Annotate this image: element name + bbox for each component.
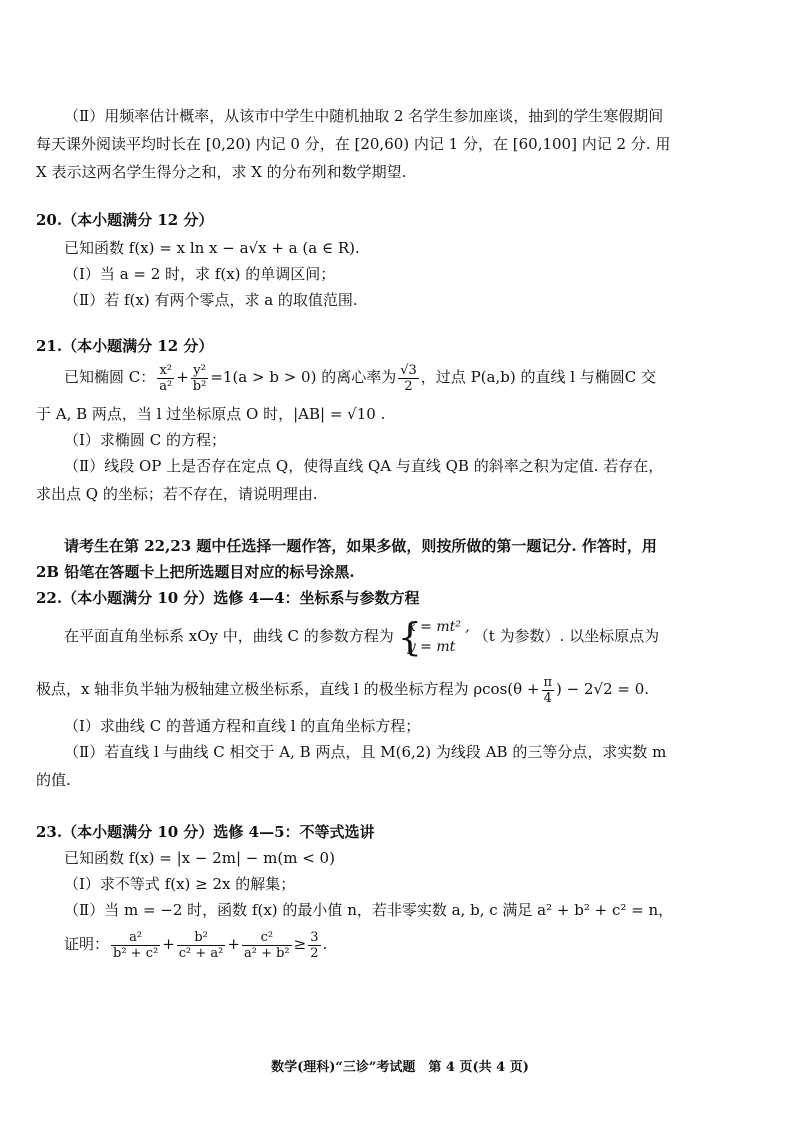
q20-header: 20.（本小题满分 12 分） [36, 211, 214, 229]
q23-proof-label: 证明： [64, 935, 110, 953]
q21-plus: + [176, 368, 189, 386]
q23-frac-rhs-den: 2 [310, 945, 319, 961]
q23-frac1 [111, 930, 160, 961]
q21-frac-y-den: b² [192, 378, 207, 394]
q22-stem-line2 [36, 672, 649, 706]
q21-frac-x [157, 363, 174, 394]
q23-part2: （Ⅱ）当 m = −2 时，函数 f(x) 的最小值 n，若非零实数 a, b, c 满足 a² + b² + c² = n， [64, 901, 674, 919]
q21-part1: （Ⅰ）求椭圆 C 的方程； [64, 431, 226, 449]
q22-brace-icon: { [397, 615, 422, 659]
q19-part2-line2: 每天课外阅读平均时长在 [0,20) 内记 0 分，在 [20,60) 内记 1 分，在 [60,100] 内记 2 分. 用 [36, 135, 671, 153]
q23-frac2-num: b² [177, 930, 226, 946]
q22-stem-line2-a: 极点，x 轴非负半轴为极轴建立极坐标系，直线 l 的极坐标方程为 ρcos(θ + [36, 680, 540, 698]
q22-part1: （Ⅰ）求曲线 C 的普通方程和直线 l 的直角坐标方程； [64, 717, 421, 735]
q23-stem: 已知函数 f(x) = |x − 2m| − m(m < 0) [64, 849, 335, 867]
instructions-line2: 2B 铅笔在答题卡上把所选题目对应的标号涂黑. [36, 563, 355, 581]
q21-stem-a: 已知椭圆 C： [64, 368, 156, 386]
q22-stem-line2-b: ) − 2√2 = 0. [556, 680, 650, 698]
q19-part2-line1: （Ⅱ）用频率估计概率，从该市中学生中随机抽取 2 名学生参加座谈，抽到的学生寒假期间 [64, 107, 664, 125]
instructions-line1: 请考生在第 22,23 题中任选择一题作答，如果多做，则按所做的第一题记分. 作答时，用 [64, 537, 657, 555]
q23-frac3 [242, 930, 292, 961]
q21-stem [64, 360, 656, 394]
q21-stem-c: ，过点 P(a,b) 的直线 l 与椭圆C 交 [420, 368, 657, 386]
q23-frac1-den: b² + c² [113, 945, 159, 961]
q22-sys-row1: x = mt² , [407, 619, 470, 635]
q21-stem-line2: 于 A, B 两点，当 l 过坐标原点 O 时，|AB| = √10 . [36, 405, 386, 423]
q23-frac-rhs [308, 930, 320, 961]
q20-part1: （Ⅰ）当 a = 2 时，求 f(x) 的单调区间； [64, 265, 336, 283]
q22-frac-pi-num: π [543, 674, 553, 690]
q23-proof [64, 926, 327, 962]
q21-header: 21.（本小题满分 12 分） [36, 337, 214, 355]
q21-frac-ecc-num: √3 [400, 362, 417, 378]
q21-frac-y-num: y² [191, 363, 209, 379]
q23-frac3-den: a² + b² [243, 945, 290, 961]
q22-stem [64, 614, 659, 658]
q23-end: . [322, 935, 328, 953]
q21-part2-line1: （Ⅱ）线段 OP 上是否存在定点 Q，使得直线 QA 与直线 QB 的斜率之积为定值. 若存在， [64, 457, 664, 475]
q22-header: 22.（本小题满分 10 分）选修 4—4：坐标系与参数方程 [36, 589, 420, 607]
q22-sys-row2: y = mt [407, 639, 456, 655]
q23-plus1: + [162, 935, 175, 953]
q23-frac2 [177, 930, 226, 961]
q19-part2-line3: X 表示这两名学生得分之和，求 X 的分布列和数学期望. [36, 163, 407, 181]
q23-geq: ≥ [293, 935, 307, 953]
q23-frac-rhs-num: 3 [310, 929, 319, 945]
q22-param-system [398, 617, 470, 657]
q23-header: 23.（本小题满分 10 分）选修 4—5：不等式选讲 [36, 823, 375, 841]
q22-stem-a: 在平面直角坐标系 xOy 中，曲线 C 的参数方程为 [64, 627, 394, 645]
q22-stem-b: （t 为参数）. 以坐标原点为 [473, 627, 660, 645]
q22-part2-line2: 的值. [36, 771, 71, 789]
q21-frac-ecc-den: 2 [404, 378, 413, 394]
q21-frac-y [191, 363, 209, 394]
q21-stem-b: =1(a > b > 0) 的离心率为 [210, 368, 397, 386]
q23-frac3-num: c² [242, 930, 292, 946]
q21-part2-line2: 求出点 Q 的坐标；若不存在，请说明理由. [36, 485, 318, 503]
q23-part1: （Ⅰ）求不等式 f(x) ≥ 2x 的解集； [64, 875, 296, 893]
q20-stem: 已知函数 f(x) = x ln x − a√x + a (a ∈ R). [64, 239, 360, 257]
q22-frac-pi4 [542, 675, 555, 706]
q21-frac-x-den: a² [159, 378, 173, 394]
q23-frac2-den: c² + a² [178, 945, 224, 961]
page-footer: 数学(理科)“三诊”考试题 第 4 页(共 4 页) [271, 1060, 529, 1075]
q22-frac-pi-den: 4 [543, 690, 552, 706]
q22-part2-line1: （Ⅱ）若直线 l 与曲线 C 相交于 A, B 两点，且 M(6,2) 为线段 AB 的三等分点，求实数 m [64, 743, 667, 761]
q20-part2: （Ⅱ）若 f(x) 有两个零点，求 a 的取值范围. [64, 291, 358, 309]
q23-plus2: + [227, 935, 240, 953]
q21-frac-ecc [398, 363, 419, 394]
q23-frac1-num: a² [111, 930, 160, 946]
q21-frac-x-num: x² [157, 363, 174, 379]
